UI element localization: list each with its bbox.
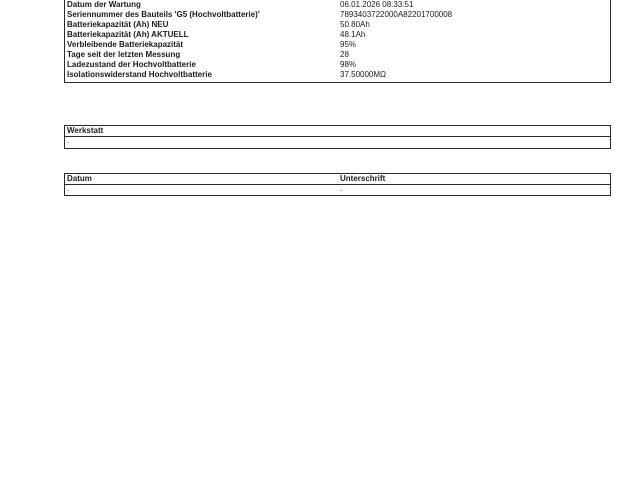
info-row-isolationswiderstand	[65, 70, 610, 80]
signature-value: .	[340, 184, 343, 193]
info-label: Batteriekapazität (Ah) NEU	[67, 20, 169, 29]
info-value: 98%	[340, 60, 357, 69]
signature-divider	[65, 184, 610, 185]
info-label: Isolationswiderstand Hochvoltbatterie	[67, 70, 212, 79]
info-row-ladezustand	[65, 60, 610, 70]
werkstatt-value: .	[67, 136, 70, 145]
info-row-seriennummer	[65, 10, 610, 20]
info-value: 7893403722000A82201700008	[340, 10, 453, 19]
info-label: Tage seit der letzten Messung	[67, 50, 181, 59]
signature-label: Unterschrift	[340, 174, 386, 183]
info-label: Verbleibende Batteriekapazität	[67, 40, 184, 49]
info-label: Batteriekapazität (Ah) AKTUELL	[67, 30, 189, 39]
info-row-tage-seit-messung	[65, 50, 610, 60]
werkstatt-label: Werkstatt	[67, 126, 104, 135]
info-value: 28	[340, 50, 349, 59]
info-value: 50.80Ah	[340, 20, 370, 29]
info-value: 95%	[340, 40, 357, 49]
werkstatt-box	[64, 125, 611, 149]
info-label: Ladezustand der Hochvoltbatterie	[67, 60, 196, 69]
info-label: Seriennummer des Bauteils 'G5 (Hochvoltbatterie)'	[67, 10, 260, 19]
info-row-verbleibende-kapazitaet	[65, 40, 610, 50]
info-value: 06.01.2026 08:33:51	[340, 0, 414, 9]
info-row-kapazitaet-neu	[65, 20, 610, 30]
info-row-datum-der-wartung	[65, 0, 610, 10]
werkstatt-divider	[65, 136, 610, 137]
info-value: 37.50000MΩ	[340, 70, 387, 79]
date-label: Datum	[67, 174, 92, 183]
battery-info-table	[64, 0, 611, 83]
signature-box	[64, 173, 611, 196]
info-label: Datum der Wartung	[67, 0, 141, 9]
info-value: 48.1Ah	[340, 30, 366, 39]
date-value: .	[67, 184, 70, 193]
info-row-kapazitaet-aktuell	[65, 30, 610, 40]
